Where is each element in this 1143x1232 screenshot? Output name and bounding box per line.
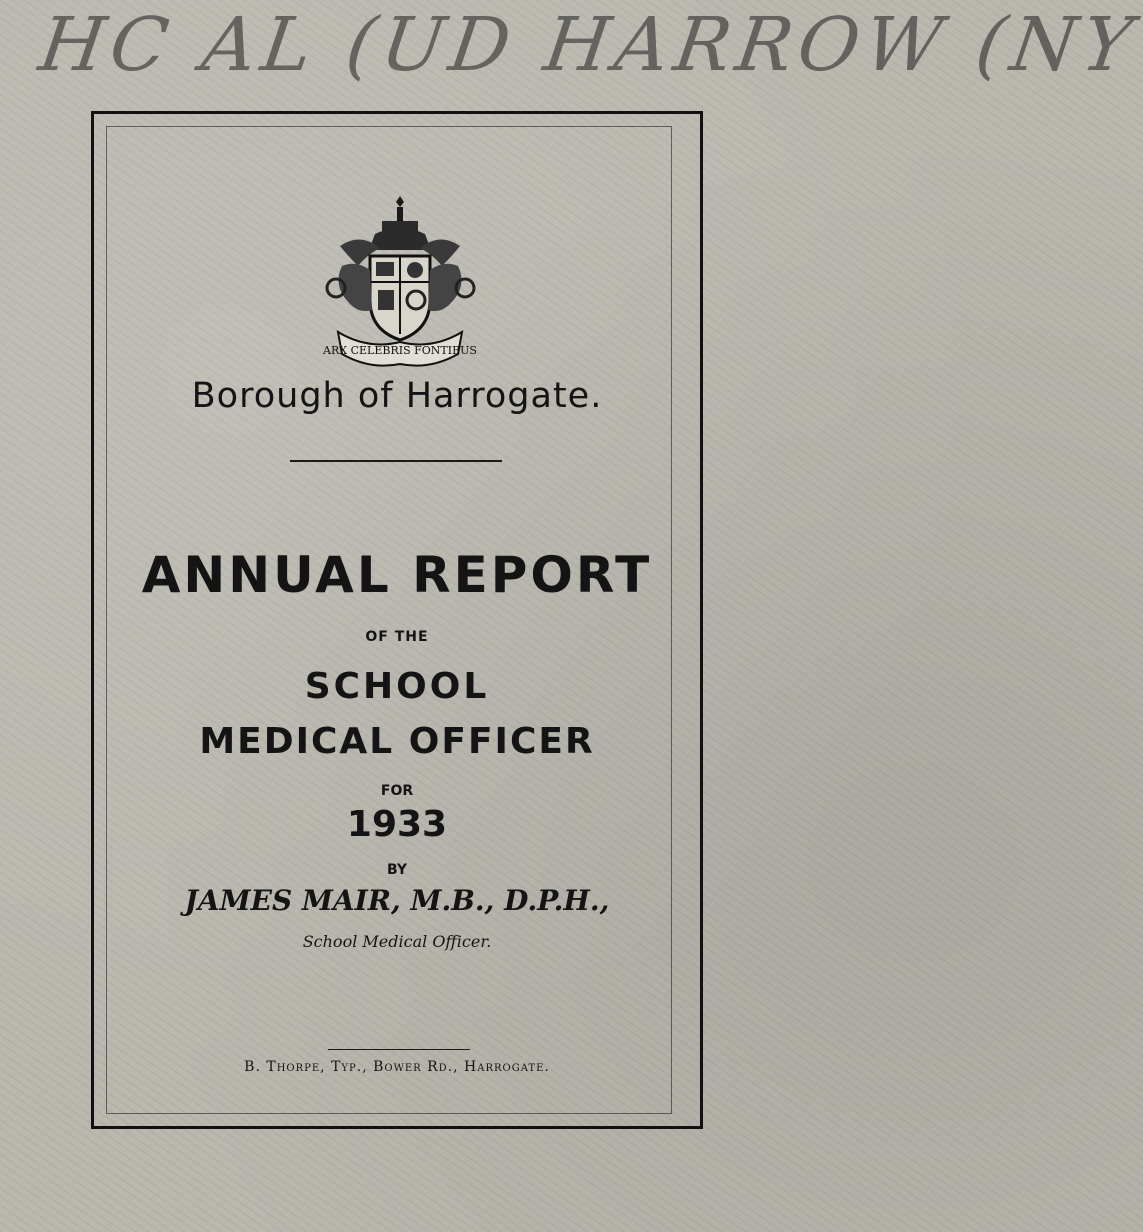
author-role: School Medical Officer. bbox=[302, 932, 492, 951]
printer-divider-rule bbox=[328, 1049, 470, 1050]
report-subject-line1: SCHOOL bbox=[304, 666, 490, 707]
borough-name: Borough of Harrogate. bbox=[191, 376, 603, 416]
handwritten-annotation: HC AL (UD HARROW (NY bbox=[34, 2, 1143, 88]
for-label: FOR bbox=[380, 783, 414, 799]
of-the-label: OF THE bbox=[365, 629, 429, 645]
divider-rule bbox=[290, 460, 502, 462]
report-heading: ANNUAL REPORT bbox=[141, 546, 653, 604]
by-label: BY bbox=[386, 862, 408, 878]
printer-imprint: B. Thorpe, Typ., Bower Rd., Harrogate. bbox=[244, 1059, 550, 1075]
cover-border bbox=[91, 111, 703, 1129]
borough-crest-icon bbox=[320, 194, 480, 369]
report-subject-line2: MEDICAL OFFICER bbox=[199, 721, 595, 762]
author-name: JAMES MAIR, M.B., D.P.H., bbox=[184, 884, 610, 917]
crest-motto: ARX CELEBRIS FONTIBUS bbox=[323, 344, 477, 357]
report-year: 1933 bbox=[346, 804, 448, 845]
